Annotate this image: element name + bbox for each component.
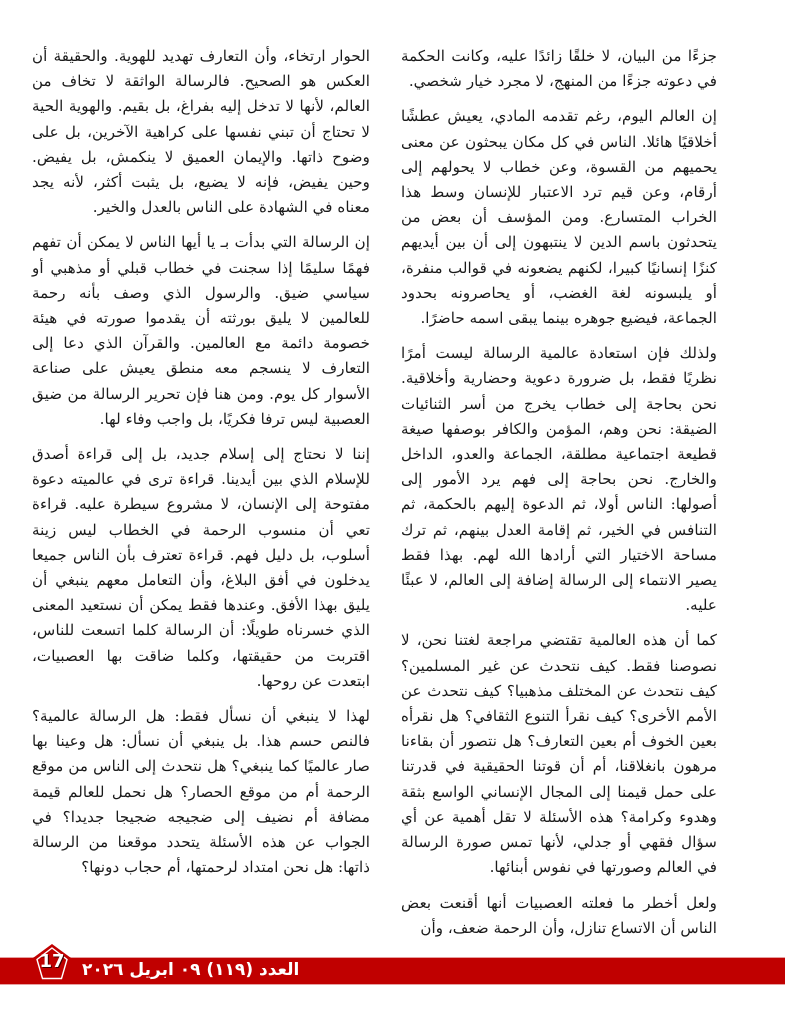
paragraph: الحوار ارتخاء، وأن التعارف تهديد للهوية. والحقيقة أن العكس هو الصحيح. فالرسالة الواثقة لا تخاف من العالم، لأنها لا تدخل إليه بفراغ، بل بقيم. والهوية الحية لا تحتاج أن تبني نفسها على كراهية الآخرين، بل على وضوح ذاتها. والإيمان العميق لا ينكمش، بل يفيض. وحين يفيض، فإنه لا يضيع، بل يثبت أكثر، لأنه يجد معناه في الشهادة على الناس بالعدل والخير.: [32, 47, 370, 217]
paragraph: إن الرسالة التي بدأت بـ يا أيها الناس لا يمكن أن تفهم فهمًا سليمًا إذا سجنت في خطاب قبلي أو مذهبي أو سياسي ضيق. والرسول الذي وصف بأنه رحمة للعالمين لا يليق بورثته أن يقدموا صورته في هيئة خصومة دائمة مع العالمين. والقرآن الذي دعا إلى التعارف لا ينسجم معه منطق يعيش على صناعة الأسوار كل يوم. ومن هنا فإن تحرير الرسالة من ضيق العصبية ليس ترفا فكريًا، بل واجب وفاء لها.: [32, 233, 370, 428]
paragraph: جزءًا من البيان، لا خلقًا زائدًا عليه، وكانت الحكمة في دعوته جزءًا من المنهج، لا مجرد خيار شخصي.: [401, 47, 717, 91]
paragraph: إننا لا نحتاج إلى إسلام جديد، بل إلى قراءة أصدق للإسلام الذي بين أيدينا. قراءة ترى في عالميته دعوة مفتوحة إلى الإنسان، لا مشروع سيطرة عليه. قراءة تعي أن منسوب الرحمة في الخطاب ليس زينة أسلوب، بل دليل فهم. قراءة تعترف بأن الناس جميعا يدخلون في أفق البلاغ، وأن التعامل معهم ينبغي أن يليق بهذا الأفق. وعندها فقط يمكن أن نستعيد المعنى الذي خسرناه طويلًا: أن الرسالة كلما اتسعت للناس، اقتربت من حقيقتها، وكلما ضاقت بها العصبيات، ابتعدت عن روحها.: [32, 445, 370, 690]
paragraph: إن العالم اليوم، رغم تقدمه المادي، يعيش عطشًا أخلاقيًا هائلا. الناس في كل مكان يبحثون عن معنى يحميهم من القسوة، وعن خطاب لا يحولهم إلى أرقام، وعن قيم ترد الاعتبار للإنسان وسط هذا الخراب المتسارع. ومن المؤسف أن بعض من يتحدثون باسم الدين لا ينتبهون إلى أن بين أيديهم كنزًا إنسانيًا كبيرا، لكنهم يضعونه في قوالب منفرة، أو يلبسونه لغة الغضب، أو يحاصرونه بحدود الجماعة، فيضيع جوهره بينما يبقى اسمه حاضرًا.: [401, 107, 717, 328]
paragraph: لهذا لا ينبغي أن نسأل فقط: هل الرسالة عالمية؟ فالنص حسم هذا. بل ينبغي أن نسأل: هل وعينا بها صار عالميًا كما ينبغي؟ هل نتحدث إلى الناس من موقع الرحمة أم من موقع الحصار؟ هل نحمل للعالم قيمة مضافة أم نضيف إلى ضجيجه ضجيجا جديدا؟ في الجواب عن هذه الأسئلة يتحدد موقعنا من الرسالة ذاتها: هل نحن امتداد لرحمتها، أم حجاب دونها؟: [32, 707, 370, 877]
right-column: [401, 44, 717, 951]
paragraph: كما أن هذه العالمية تقتضي مراجعة لغتنا نحن، لا نصوصنا فقط. كيف نتحدث عن غير المسلمين؟ كيف نتحدث عن المختلف مذهبيا؟ كيف نتحدث عن الأمم الأخرى؟ كيف نقرأ التنوع الثقافي؟ هل نقرأه بعين الخوف أم بعين التعارف؟ هل نتصور أن بقاءنا مرهون بانغلاقنا، أم أن قوتنا الحقيقية في قدرتنا على حمل قيمنا إلى المجال الإنساني الواسع بثقة وهدوء وكرامة؟ هذه الأسئلة لا تقل أهمية عن أي سؤال فقهي أو جدلي، لأنها تمس صورة الرسالة في العالم وصورتها في نفوس أبنائها.: [401, 631, 717, 877]
paragraph: ولعل أخطر ما فعلته العصبيات أنها أقنعت بعض الناس أن الاتساع تنازل، وأن الرحمة ضعف، وأن: [401, 893, 717, 937]
left-column: [32, 44, 370, 891]
page-number: 17: [39, 951, 65, 972]
issue-info: العدد (١١٩) ٠٩ ابريل ٢٠٢٦: [82, 960, 300, 980]
paragraph: ولذلك فإن استعادة عالمية الرسالة ليست أمرًا نظريًا فقط، بل ضرورة دعوية وحضارية وأخلاقية. نحن بحاجة إلى خطاب يخرج من أسر الثنائيات الضيقة: نحن وهم، المؤمن والكافر بوصفها صيغة قطيعة اجتماعية مطلقة، الجماعة والعدو، الداخل والخارج. نحن بحاجة إلى فهم يرد الأمور إلى أصولها: الناس أولا، ثم الدعوة إليهم بالحكمة، ثم التنافس في الخير، ثم إقامة العدل بينهم، ثم ترك مساحة الاختيار التي أرادها الله لهم. بهذا فقط يصير الانتماء إلى الرسالة إضافة إلى العالم، لا عبئًا عليه.: [401, 344, 717, 615]
